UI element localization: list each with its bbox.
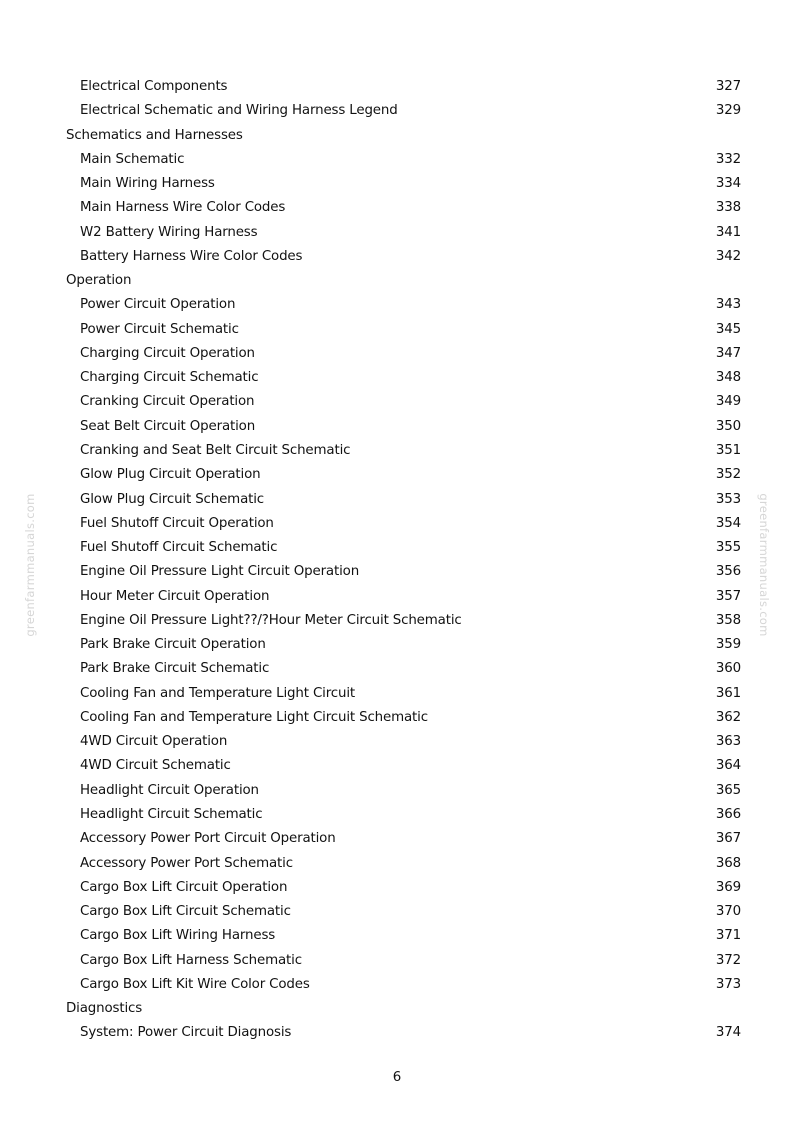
toc-entry-page-number: 359	[715, 637, 741, 653]
toc-entry-label: Electrical Components	[80, 79, 228, 94]
toc-entry[interactable]	[0, 366, 794, 390]
toc-entry[interactable]	[0, 148, 794, 172]
page-number: 6	[392, 1070, 402, 1085]
toc-entry-label: Fuel Shutoff Circuit Schematic	[80, 540, 278, 556]
toc-section-heading	[0, 997, 794, 1021]
toc-entry[interactable]	[0, 730, 794, 754]
toc-entry-page-number: 368	[715, 855, 741, 871]
toc-entry[interactable]	[0, 852, 794, 876]
toc-entry-label: Main Wiring Harness	[80, 176, 215, 192]
toc-entry-page-number: 374	[715, 1025, 741, 1041]
toc-entry-label: Power Circuit Operation	[80, 297, 236, 313]
toc-entry-label: W2 Battery Wiring Harness	[80, 224, 258, 240]
toc-entry-label: Accessory Power Port Circuit Operation	[80, 831, 336, 847]
toc-entry[interactable]	[0, 585, 794, 609]
toc-entry-page-number: 353	[715, 491, 741, 507]
toc-section-heading	[0, 124, 794, 148]
toc-entry-page-number: 362	[715, 709, 741, 725]
toc-entry-label: Seat Belt Circuit Operation	[80, 418, 256, 434]
toc-entry-label: Glow Plug Circuit Schematic	[80, 491, 265, 507]
toc-entry-label: Park Brake Circuit Schematic	[80, 661, 270, 677]
toc-entry-page-number: 363	[715, 734, 741, 750]
watermark-right: greenfarmmanuals.com	[757, 493, 771, 637]
toc-entry[interactable]	[0, 318, 794, 342]
toc-entry-label: Cargo Box Lift Wiring Harness	[80, 928, 276, 944]
toc-entry[interactable]	[0, 342, 794, 366]
toc-entry-page-number: 341	[715, 224, 741, 240]
toc-entry-page-number: 327	[715, 79, 741, 94]
toc-entry-page-number: 350	[715, 418, 741, 434]
toc-entry-label: Power Circuit Schematic	[80, 321, 239, 337]
toc-entry-page-number: 347	[715, 345, 741, 361]
toc-entry-label: Cranking Circuit Operation	[80, 394, 255, 410]
toc-entry[interactable]	[0, 949, 794, 973]
toc-entry-label: Engine Oil Pressure Light Circuit Operation	[80, 564, 360, 580]
toc-entry[interactable]	[0, 560, 794, 584]
toc-entry-page-number: 356	[715, 564, 741, 580]
toc-entry-label: Charging Circuit Schematic	[80, 370, 259, 386]
toc-entry-page-number: 348	[715, 370, 741, 386]
toc-entry[interactable]	[0, 827, 794, 851]
toc-entry[interactable]	[0, 609, 794, 633]
toc-entry-label: Main Harness Wire Color Codes	[80, 200, 286, 216]
toc-entry[interactable]	[0, 876, 794, 900]
toc-entry[interactable]	[0, 900, 794, 924]
toc-entry-label: Cargo Box Lift Kit Wire Color Codes	[80, 976, 310, 992]
toc-entry[interactable]	[0, 973, 794, 997]
toc-entry-label: Main Schematic	[80, 151, 185, 167]
toc-entry-page-number: 370	[715, 904, 741, 920]
toc-entry[interactable]	[0, 924, 794, 948]
toc-entry[interactable]	[0, 1021, 794, 1045]
toc-entry-page-number: 334	[715, 176, 741, 192]
toc-entry-page-number: 345	[715, 321, 741, 337]
toc-entry[interactable]	[0, 390, 794, 414]
toc-entry-label: Headlight Circuit Operation	[80, 782, 259, 798]
toc-entry[interactable]	[0, 196, 794, 220]
toc-entry-page-number: 349	[715, 394, 741, 410]
toc-entry-label: Headlight Circuit Schematic	[80, 806, 263, 822]
toc-entry-label: 4WD Circuit Schematic	[80, 758, 231, 774]
toc-entry[interactable]	[0, 754, 794, 778]
toc-entry-page-number: 373	[715, 976, 741, 992]
toc-entry-label: Hour Meter Circuit Operation	[80, 588, 270, 604]
toc-entry-label: Park Brake Circuit Operation	[80, 637, 266, 653]
toc-entry-page-number: 369	[715, 879, 741, 895]
toc-entry-label: Cargo Box Lift Circuit Schematic	[80, 904, 291, 920]
toc-entry[interactable]	[0, 657, 794, 681]
toc-entry-page-number: 371	[715, 928, 741, 944]
toc-entry[interactable]	[0, 75, 794, 99]
toc-entry-page-number: 343	[715, 297, 741, 313]
toc-entry-label: 4WD Circuit Operation	[80, 734, 228, 750]
toc-entry[interactable]	[0, 803, 794, 827]
toc-entry-label: Battery Harness Wire Color Codes	[80, 248, 303, 264]
toc-heading-label: Schematics and Harnesses	[66, 127, 243, 143]
toc-entry-label: Charging Circuit Operation	[80, 345, 255, 361]
toc-entry-page-number: 332	[715, 151, 741, 167]
toc-entry-label: Fuel Shutoff Circuit Operation	[80, 515, 274, 531]
toc-entry[interactable]	[0, 536, 794, 560]
toc-entry-page-number: 338	[715, 200, 741, 216]
toc-entry-label: System: Power Circuit Diagnosis	[80, 1025, 292, 1041]
toc-entry[interactable]	[0, 172, 794, 196]
toc-entry[interactable]	[0, 439, 794, 463]
watermark-left: greenfarmmanuals.com	[23, 493, 37, 637]
toc-entry-page-number: 358	[715, 612, 741, 628]
toc-heading-label: Diagnostics	[66, 1001, 143, 1017]
toc-entry[interactable]	[0, 706, 794, 730]
toc-entry-page-number: 361	[715, 685, 741, 701]
toc-entry-label: Cargo Box Lift Harness Schematic	[80, 952, 302, 968]
toc-entry[interactable]	[0, 463, 794, 487]
toc-entry-label: Engine Oil Pressure Light??/?Hour Meter Circuit Schematic	[80, 612, 462, 628]
toc-entry-label: Glow Plug Circuit Operation	[80, 467, 261, 483]
toc-entry-page-number: 355	[715, 540, 741, 556]
toc-entry-label: Cranking and Seat Belt Circuit Schematic	[80, 442, 351, 458]
toc-heading-label: Operation	[66, 273, 132, 289]
toc-entry-page-number: 352	[715, 467, 741, 483]
toc-entry-page-number: 342	[715, 248, 741, 264]
toc-entry-page-number: 372	[715, 952, 741, 968]
toc-entry[interactable]	[0, 221, 794, 245]
toc-entry-page-number: 351	[715, 442, 741, 458]
toc-entry[interactable]	[0, 99, 794, 123]
toc-entry-label: Cargo Box Lift Circuit Operation	[80, 879, 288, 895]
toc-entry[interactable]	[0, 633, 794, 657]
toc-entry[interactable]	[0, 682, 794, 706]
toc-entry-label: Electrical Schematic and Wiring Harness Legend	[80, 103, 398, 119]
toc-entry-page-number: 366	[715, 806, 741, 822]
table-of-contents	[0, 75, 794, 1046]
toc-entry-page-number: 354	[715, 515, 741, 531]
toc-entry[interactable]	[0, 488, 794, 512]
toc-entry[interactable]	[0, 245, 794, 269]
toc-entry-label: Accessory Power Port Schematic	[80, 855, 293, 871]
toc-entry-label: Cooling Fan and Temperature Light Circuit	[80, 685, 355, 701]
toc-entry-page-number: 329	[715, 103, 741, 119]
toc-entry-page-number: 360	[715, 661, 741, 677]
toc-entry-page-number: 357	[715, 588, 741, 604]
toc-entry-label: Cooling Fan and Temperature Light Circuit Schematic	[80, 709, 428, 725]
toc-entry[interactable]	[0, 415, 794, 439]
toc-entry-page-number: 364	[715, 758, 741, 774]
toc-entry-page-number: 365	[715, 782, 741, 798]
toc-section-heading	[0, 269, 794, 293]
toc-entry[interactable]	[0, 293, 794, 317]
toc-entry-page-number: 367	[715, 831, 741, 847]
toc-entry[interactable]	[0, 512, 794, 536]
toc-entry[interactable]	[0, 779, 794, 803]
